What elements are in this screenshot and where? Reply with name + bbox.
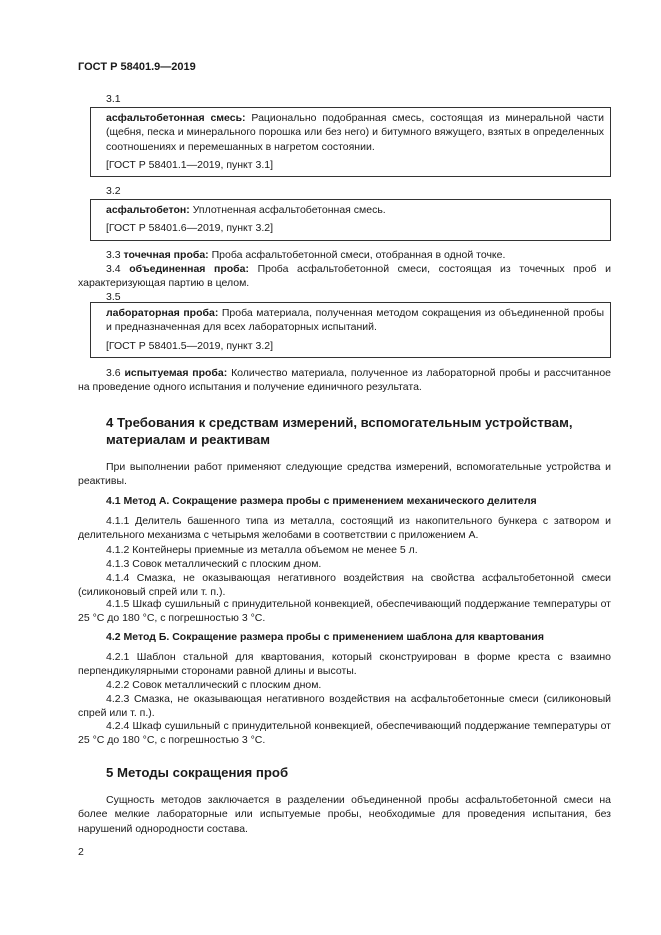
term-reference-3-2: [ГОСТ Р 58401.6—2019, пункт 3.2] bbox=[106, 222, 274, 235]
term-number-3-2: 3.2 bbox=[106, 185, 121, 197]
term-3-6: 3.6 испытуемая проба: Количество материала, полученное из лабораторной пробы и рассчитанное на проведение одного испытания и получение единичного результата. bbox=[78, 367, 611, 394]
list-item: 4.1.1 Делитель башенного типа из металла, состоящий из накопительного бункера с затвором и делительного механизма с четырьмя желобами в соответствии с приложением А. bbox=[78, 515, 611, 542]
section-4-2-heading: 4.2 Метод Б. Сокращение размера пробы с применением шаблона для квартования bbox=[106, 631, 544, 643]
document-header: ГОСТ Р 58401.9—2019 bbox=[78, 61, 196, 73]
section-4-1-heading: 4.1 Метод А. Сокращение размера пробы с применением механического делителя bbox=[106, 495, 537, 507]
list-item: 4.1.5 Шкаф сушильный с принудительной конвекцией, обеспечивающий поддержание температуры от 25 °С до 180 °С, с погрешностью 3 °С. bbox=[78, 598, 611, 625]
term-box-3-2 bbox=[90, 199, 611, 241]
term-number-3-1: 3.1 bbox=[106, 93, 121, 105]
list-item: 4.2.1 Шаблон стальной для квартования, который сконструирован в форме креста с взаимно перпендикулярными сторонами равной длины и высоты. bbox=[78, 651, 611, 678]
term-3-4: 3.4 объединенная проба: Проба асфальтобетонной смеси, состоящая из точечных проб и характеризующая партию в целом. bbox=[78, 263, 611, 290]
list-item: 4.2.3 Смазка, не оказывающая негативного воздействия на асфальтобетонные смеси (силиконовый спрей или т. п.). bbox=[78, 693, 611, 720]
term-name: асфальтобетон: bbox=[106, 204, 190, 216]
page-number: 2 bbox=[78, 846, 84, 858]
term-name: лабораторная проба: bbox=[106, 307, 219, 319]
list-item: 4.1.3 Совок металлический с плоским дном. bbox=[106, 558, 322, 570]
term-box-3-1 bbox=[90, 107, 611, 177]
term-definition-3-1: асфальтобетонная смесь: Рационально подобранная смесь, состоящая из минеральной части (щебня, песка и минерального порошка или без него) и битумного вяжущего, взятых в определенных соотношениях и перемешанных в нагретом состоянии. bbox=[106, 112, 604, 153]
section-4-intro: При выполнении работ применяют следующие средства измерений, вспомогательные устройства и реактивы. bbox=[78, 461, 611, 488]
list-item: 4.2.4 Шкаф сушильный с принудительной конвекцией, обеспечивающий поддержание температуры от 25 °С до 180 °С, с погрешностью 3 °С. bbox=[78, 720, 611, 747]
term-definition-3-2: асфальтобетон: Уплотненная асфальтобетонная смесь. bbox=[106, 204, 386, 216]
term-box-3-5 bbox=[90, 302, 611, 358]
list-item: 4.1.4 Смазка, не оказывающая негативного воздействия на свойства асфальтобетонной смеси (силиконовый спрей или т. п.). bbox=[78, 572, 611, 599]
list-item: 4.2.2 Совок металлический с плоским дном. bbox=[106, 679, 322, 691]
list-item: 4.1.2 Контейнеры приемные из металла объемом не менее 5 л. bbox=[106, 544, 418, 556]
term-number-3-5: 3.5 bbox=[106, 291, 121, 303]
section-5-text: Сущность методов заключается в разделении объединенной пробы асфальтобетонной смеси на более мелкие лабораторные или испытуемые пробы, необходимые для проведения испытания, без нарушений однородности состава. bbox=[78, 794, 611, 835]
term-3-3: 3.3 точечная проба: Проба асфальтобетонной смеси, отобранная в одной точке. bbox=[106, 249, 506, 261]
term-name: асфальтобетонная смесь: bbox=[106, 112, 246, 124]
section-4-heading: 4 Требования к средствам измерений, вспомогательным устройствам, материалам и реактивам bbox=[106, 415, 573, 447]
term-reference-3-1: [ГОСТ Р 58401.1—2019, пункт 3.1] bbox=[106, 158, 274, 171]
term-definition-3-5: лабораторная проба: Проба материала, полученная методом сокращения из объединенной пробы и предназначенная для всех лабораторных испытаний. bbox=[106, 307, 604, 334]
term-reference-3-5: [ГОСТ Р 58401.5—2019, пункт 3.2] bbox=[106, 339, 274, 352]
section-5-heading: 5 Методы сокращения проб bbox=[106, 765, 289, 780]
